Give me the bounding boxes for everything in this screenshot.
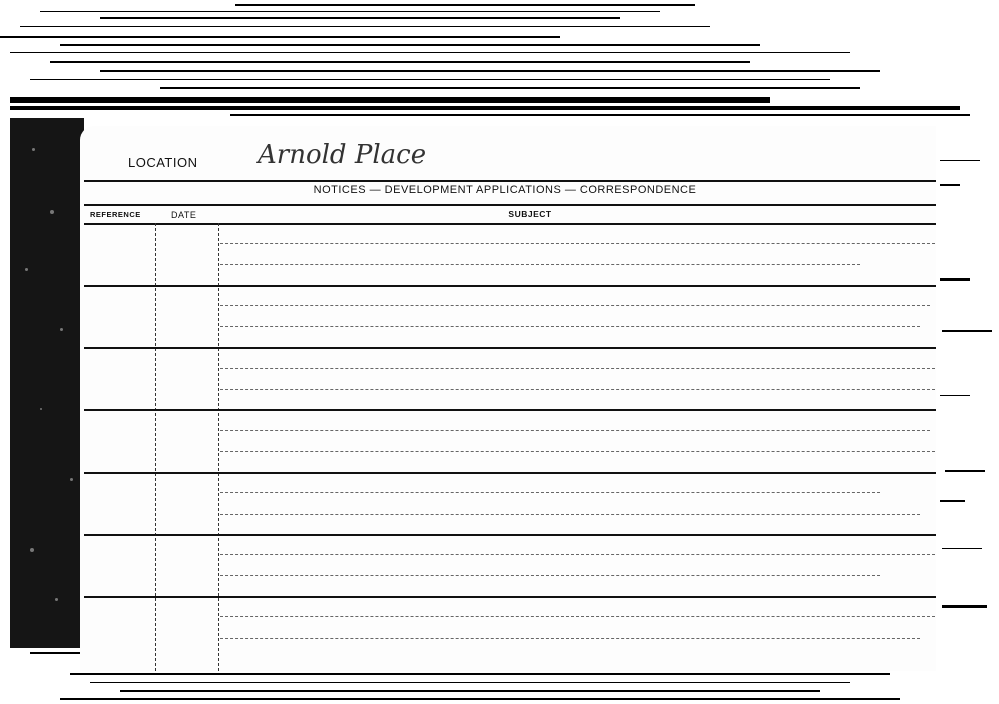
scan-artifact	[940, 184, 960, 186]
column-header-subject: SUBJECT	[508, 209, 552, 219]
scan-artifact	[942, 330, 992, 332]
scan-artifact	[940, 395, 970, 396]
scan-artifact	[20, 26, 710, 27]
location-value: Arnold Place	[258, 140, 427, 170]
record-card	[80, 126, 936, 671]
scan-artifact	[90, 682, 850, 683]
divider	[84, 223, 936, 225]
column-separator	[155, 223, 156, 671]
location-label: LOCATION	[128, 155, 198, 170]
divider	[84, 180, 936, 182]
scan-artifact	[30, 652, 80, 654]
scan-artifact	[235, 4, 695, 6]
scan-artifact	[10, 97, 770, 103]
scan-artifact	[10, 106, 960, 110]
scan-artifact	[100, 70, 880, 72]
scan-artifact	[50, 61, 750, 63]
scan-artifact	[940, 278, 970, 281]
scan-artifact	[100, 17, 620, 19]
scan-artifact	[10, 52, 850, 53]
scan-artifact	[60, 44, 760, 46]
scan-artifact	[230, 114, 970, 116]
scan-artifact	[120, 690, 820, 692]
scan-artifact	[942, 548, 982, 549]
column-header-date: DATE	[171, 210, 197, 220]
scan-artifact	[60, 698, 900, 700]
section-title: NOTICES — DEVELOPMENT APPLICATIONS — CORRESPONDENCE	[313, 184, 697, 196]
scan-artifact	[40, 11, 660, 12]
scan-artifact	[30, 79, 830, 80]
column-separator	[218, 223, 219, 671]
scan-artifact	[945, 470, 985, 472]
scan-artifact	[70, 673, 890, 675]
scan-artifact	[940, 160, 980, 161]
scanned-edge	[10, 118, 84, 648]
scan-artifact	[160, 87, 860, 89]
scan-artifact	[0, 36, 560, 38]
divider	[84, 204, 936, 206]
column-header-reference: REFERENCE	[90, 210, 141, 219]
scan-artifact	[940, 500, 965, 502]
scan-artifact	[942, 605, 987, 608]
